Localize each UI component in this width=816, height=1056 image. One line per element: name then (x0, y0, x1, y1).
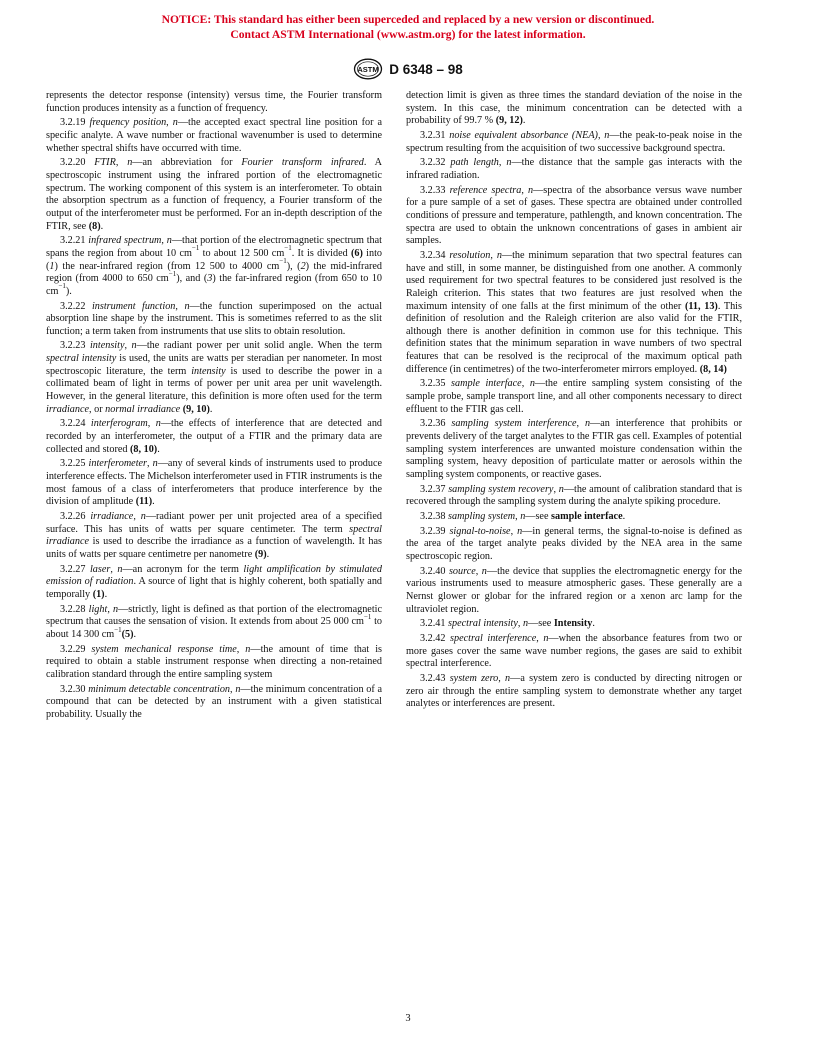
text-run: —in general terms, the signal-to-noise is defined as the area of the target analyte peaks divided by the NEA area in the same spectroscopic region. (406, 525, 743, 562)
text-run: —the distance that the sample gas interacts with the infrared radiation. (406, 157, 743, 181)
text-run: 3.2.38 (420, 511, 449, 522)
text-run: sample interface (451, 378, 522, 390)
text-run: 3.2.37 (420, 483, 449, 495)
text-run: n (155, 418, 161, 430)
text-run: system mechanical response time (91, 643, 237, 655)
text-run: 3.2.34 (420, 249, 450, 261)
text-run: , (115, 157, 128, 169)
continued-paragraph (46, 90, 382, 115)
text-run: ). (65, 285, 72, 297)
text-run: 2 (300, 260, 306, 272)
text-run: n (245, 643, 251, 655)
text-run: —a system zero is conducted by directing nitrogen or zero air through the entire sampling system to demonstrate whether any target analytes or interferences are present. (406, 672, 743, 710)
text-run: ), ( (286, 260, 301, 272)
text-run: n (235, 683, 241, 695)
text-run: , (107, 603, 114, 615)
text-run: n (172, 117, 178, 129)
text-run: spectral intensity (46, 353, 117, 365)
text-run: n (584, 418, 591, 430)
text-run: 3.2.20 (60, 157, 95, 169)
text-run: signal-to-noise (449, 525, 511, 537)
text-run: n (131, 340, 137, 352)
text-run: reference spectra (449, 184, 522, 196)
text-run: n (520, 511, 526, 522)
definition-paragraph (406, 157, 742, 182)
text-run: —the amount of calibration standard that is recovered through the sampling system during the analyte spiking procedure. (406, 483, 743, 508)
text-run: , (521, 378, 530, 390)
text-run: 3.2.21 (60, 235, 89, 247)
text-run: light (88, 603, 108, 615)
text-run: instrument function (91, 300, 176, 312)
astm-logo-icon (353, 58, 383, 80)
definition-paragraph (46, 604, 382, 642)
notice-line-1: NOTICE: This standard has either been superceded and replaced by a new version or discontinued. (161, 13, 655, 26)
text-run: , (175, 300, 185, 312)
text-run: n (506, 157, 512, 169)
text-run: . (522, 115, 526, 127)
text-run: . It is divided (291, 247, 351, 259)
text-run: light amplification by stimulated emission of radiation (46, 563, 382, 588)
text-run: noise equivalent absorbance (NEA) (449, 129, 598, 141)
text-run: , (576, 418, 585, 430)
text-run: 3.2.31 (420, 129, 450, 141)
text-run: ) the far-infrared region (from 650 to 10 cm (46, 273, 383, 297)
text-run: . (622, 511, 626, 522)
text-run: n (517, 525, 523, 537)
text-run: —the peak-to-peak noise in the spectrum resulting from the acquisition of two successive background spectra. (406, 129, 743, 154)
text-run: . A source of light that is highly coherent, both spatially and temporally (46, 576, 383, 600)
definition-paragraph (46, 564, 382, 602)
text-run: 3.2.33 (420, 184, 450, 196)
text-run: 3.2.39 (420, 525, 450, 537)
text-run: −1 (284, 244, 292, 253)
text-run: 3.2.22 (60, 300, 92, 312)
definition-paragraph (46, 511, 382, 562)
text-run: infrared spectrum (88, 235, 162, 247)
text-run: 3.2.23 (60, 340, 90, 352)
text-run: is used to describe the power in a collimated beam of light in terms of power per unit area per unit wavelength. However, in the general literature, this definition is more often used for the term (46, 365, 383, 403)
text-run: —see (528, 618, 554, 630)
definition-paragraph (406, 673, 742, 711)
text-run: , (553, 483, 559, 495)
text-run: , (517, 618, 523, 630)
text-run: n (496, 249, 502, 261)
text-run: ) the near-infrared region (from 12 500 to 4000 cm (54, 260, 280, 272)
text-run: sampling system recovery (448, 483, 554, 495)
text-run: −1 (191, 244, 200, 253)
definition-paragraph (406, 633, 742, 671)
text-run: n (166, 235, 172, 247)
text-run: minimum detectable concentration (88, 683, 231, 695)
definition-paragraph (406, 484, 742, 509)
text-run: . (266, 548, 270, 560)
text-run: 3.2.43 (420, 672, 450, 684)
text-run: 1 (49, 260, 55, 272)
text-run: 3.2.36 (420, 418, 452, 430)
text-run: (6) (350, 247, 363, 259)
text-run: into ( (46, 247, 382, 272)
text-run: path length (450, 157, 499, 169)
text-run: , (110, 563, 118, 575)
text-run: 3.2.24 (60, 418, 91, 430)
text-run: ), and ( (176, 273, 208, 285)
text-run: —see (525, 511, 552, 522)
text-run: , (236, 643, 246, 655)
definition-paragraph (46, 418, 382, 456)
text-run: (11) (135, 496, 153, 508)
text-run: n (184, 300, 190, 312)
text-run: 3.2.41 (420, 618, 449, 630)
definition-paragraph (406, 185, 742, 248)
text-run: , (521, 184, 528, 196)
svg-text:ASTM: ASTM (357, 65, 379, 74)
document-header (0, 58, 816, 80)
notice-line-2: Contact ASTM International (www.astm.org) for the latest information. (230, 28, 586, 41)
text-run: , (498, 157, 507, 169)
definition-paragraph (406, 250, 742, 377)
text-run: n (113, 603, 119, 615)
text-run: . (133, 628, 137, 640)
text-run: n (505, 672, 511, 684)
text-run: system zero (449, 672, 499, 684)
right-column (406, 90, 742, 711)
supersession-notice (0, 12, 816, 42)
text-run: (8, 10) (130, 443, 158, 455)
text-run: n (523, 618, 529, 630)
text-run: , (133, 511, 141, 522)
text-run: source (448, 565, 476, 577)
text-run: 3.2.26 (60, 511, 91, 522)
text-run: —the effects of interference that are detected and recorded by an interferometer, the output of a FTIR and the primary data are collected and stored (46, 418, 383, 455)
definition-paragraph (406, 130, 742, 155)
text-run: —the amount of time that is required to obtain a stable instrument response when directing a non-retained calibration standard through the entire sampling system (46, 643, 382, 680)
text-run: —an acronym for the term (122, 563, 244, 575)
text-run: (8) (88, 220, 101, 232)
text-run: . (152, 496, 155, 508)
definition-paragraph (406, 511, 742, 524)
text-run: —the entire sampling system consisting of the sample probe, sample transport line, and all other components necessary to direct effluent to the FTIR gas cell. (406, 378, 743, 415)
text-run: n (529, 378, 535, 390)
text-run: . A spectroscopic instrument using the infrared portion of the electromagnetic spectrum. The working component of this system is an interferometer. To obtain the absorption spectrum as a function of frequency, a Fourier transform of the output of the interferometer must be performed. For an in-depth description of the FTIR, see (46, 157, 383, 232)
text-run: n (140, 511, 146, 522)
text-run: sampling system (448, 511, 516, 522)
text-run: . (100, 220, 104, 232)
page-number: 3 (405, 1013, 411, 1024)
text-run: to about 14 300 cm (46, 616, 382, 640)
text-run: ) the mid-infrared region (from 4000 to 650 cm (46, 260, 382, 285)
text-run: 3.2.28 (60, 603, 89, 615)
text-run: intensity (191, 365, 226, 377)
continued-paragraph (406, 90, 742, 128)
text-run: FTIR (94, 157, 116, 169)
text-run: (9) (254, 548, 267, 560)
standard-designation: D 6348 – 98 (389, 61, 463, 77)
text-run: is used, the units are watts per steradian per nanometer. In most spectroscopic literature, the term (46, 353, 382, 377)
text-run: , (498, 672, 506, 684)
text-run: spectral irradiance (46, 523, 382, 548)
text-run: interferometer (88, 458, 148, 470)
text-run: , (124, 340, 132, 352)
text-run: 3.2.42 (420, 632, 451, 644)
text-run: −1 (279, 257, 287, 266)
text-run: 3.2.32 (420, 157, 451, 169)
text-run: −1 (168, 269, 177, 278)
text-run: —any of several kinds of instruments used to produce interference effects. The Michelson interferometer used in FTIR instruments is the most famous of a class of interferometers that produce interference by the division of amplitude (46, 458, 383, 508)
text-run: , or (89, 403, 106, 415)
text-run: (8, 14) (699, 363, 727, 375)
text-run: —an abbreviation for (132, 157, 242, 169)
text-run: 3.2.19 (60, 117, 90, 129)
definition-paragraph (406, 378, 742, 416)
text-run: —radiant power per unit projected area of a specified surface. This has units of watts per square centimeter. The term (46, 511, 382, 535)
text-run: (5) (121, 628, 134, 640)
text-run: , (147, 458, 153, 470)
text-run: to about 12 500 cm (199, 247, 285, 259)
text-run: —when the absorbance features from two or more gases cover the same wave number regions, the gases are said to exhibit spectral interference. (406, 632, 742, 670)
text-run: (11, 13) (685, 300, 718, 312)
definition-paragraph (46, 235, 382, 298)
definition-paragraph (46, 644, 382, 682)
text-run: n (558, 483, 564, 495)
definition-paragraph (406, 526, 742, 564)
text-run: (9, 10) (182, 403, 210, 415)
text-run: intensity (89, 340, 125, 352)
text-run: (1) (92, 588, 105, 600)
text-run: n (527, 184, 534, 196)
text-run: frequency position (89, 117, 167, 129)
text-run: , (147, 418, 156, 430)
text-run: —the minimum separation that two spectral features can have and still, in some manner, be distinguished from one another. A commonly used requirement for two spectral features to be considered just resolved is the Raleigh criterion. This states that two features are just resolved when the maximum intensity of one falls at the first minimum of the other (406, 249, 743, 312)
text-run: 3.2.35 (420, 378, 452, 390)
text-run: sample interface (551, 511, 623, 522)
text-run: laser (89, 563, 111, 575)
text-run: spectral interference (450, 632, 537, 644)
text-run: —the device that supplies the electromagnetic energy for the various instruments used to measure atmospheric gases. These generally are a Nernst glower or globar for the infrared region or a xenon arc lamp for the ultraviolet region. (406, 565, 742, 615)
text-run: —that portion of the electromagnetic spectrum that spans the region from about 10 cm (46, 235, 382, 259)
definition-paragraph (406, 618, 742, 631)
definition-paragraph (46, 117, 382, 155)
text-run: n (117, 563, 123, 575)
text-run: . (157, 443, 160, 455)
definition-paragraph (46, 684, 382, 722)
definition-paragraph (406, 566, 742, 617)
text-run: . (209, 403, 213, 415)
text-run: —an interference that prohibits or prevents delivery of the target analytes to the FTIR gas cell. Examples of potential sampling system interferences are unwanted moisture condensation within the sampling system, heavy deposition of particulate matter or aerosols within the sampling system components, or reactive gases. (406, 418, 743, 481)
text-run: normal irradiance (105, 403, 181, 415)
text-run: −1 (58, 282, 66, 291)
text-run: −1 (363, 612, 372, 621)
text-run: —strictly, light is defined as that portion of the electromagnetic spectrum that causes the sensation of vision. It extends from about 25 000 cm (46, 603, 383, 628)
text-run: , (597, 129, 605, 141)
text-run: 3.2.30 (60, 683, 89, 695)
text-run: , (510, 525, 518, 537)
text-run: irradiance (90, 511, 134, 522)
text-run: , (230, 683, 236, 695)
text-run: —the minimum concentration of a compound that can be detected by an instrument with a given statistical probability. Usually the (46, 683, 383, 720)
text-run: resolution (449, 249, 491, 261)
text-run: , (490, 249, 497, 261)
text-run: 3.2.40 (420, 565, 449, 577)
text-run: (9, 12) (495, 115, 523, 127)
text-run: represents the detector response (intensity) versus time, the Fourier transform function produces intensity as a function of frequency. (46, 90, 382, 114)
text-run: —the function superimposed on the actual absorption line shape by the instrument. This is sometimes referred to as the slit function; a term taken from instruments that use slits to obtain resolution. (46, 300, 383, 337)
text-run: . (592, 618, 595, 630)
text-run: n (152, 458, 158, 470)
text-run: n (481, 565, 487, 577)
text-run: spectral intensity (448, 618, 518, 630)
text-run: , (161, 235, 167, 247)
text-run: , (536, 632, 544, 644)
text-run: interferogram (90, 418, 148, 430)
text-run: 3.2.29 (60, 643, 92, 655)
definition-paragraph (46, 458, 382, 509)
text-run: n (543, 632, 549, 644)
definition-paragraph (46, 301, 382, 339)
text-run: −1 (114, 625, 122, 634)
definition-paragraph (46, 157, 382, 233)
text-run: irradiance (46, 403, 90, 415)
text-run: Fourier transform infrared (241, 157, 364, 169)
left-column (46, 90, 382, 722)
text-run: —the accepted exact spectral line position for a specific analyte. A wave number or fractional wavenumber is used to determine whether spectral shifts have occurred with time. (46, 117, 383, 154)
definition-paragraph (406, 418, 742, 481)
text-run: —the radiant power per unit solid angle. When the term (136, 340, 382, 352)
text-run: sampling system interference (451, 418, 577, 430)
text-run: n (127, 157, 133, 169)
text-run: . (104, 588, 108, 600)
text-run: , (166, 117, 173, 129)
text-run: 3.2.25 (60, 458, 89, 470)
text-run: , (475, 565, 482, 577)
text-run: detection limit is given as three times the standard deviation of the noise in the system. In this case, the minimum concentration can be detected with a probability of 99.7 % (406, 90, 742, 127)
text-run: is used to describe the irradiance as a function of wavelength. It has units of watts per square centimetre per nanometre (46, 536, 382, 560)
text-run: , (515, 511, 521, 522)
definition-paragraph (46, 340, 382, 416)
text-run: 3 (207, 273, 213, 285)
text-run: n (604, 129, 610, 141)
text-run: Intensity (553, 618, 593, 630)
text-run: . This definition of resolution and the Raleigh criterion are also valid for the FTIR, although there is another definition in common use for this technique. This definition states that the minimum separation in wave numbers of two spectral features that can be resolved is the reciprocal of the maximum optical path difference (in centimetres) of the two-interferometer mirrors employed. (406, 300, 742, 375)
text-run: 3.2.27 (60, 563, 90, 575)
text-run: —spectra of the absorbance versus wave number for a pure sample of a set of gases. These spectra are obtained under controlled conditions of pressure and temperature, pathlength, and known concentration. The spectra are used to obtain the unknown concentrations of gases in ambient air samples. (406, 184, 743, 247)
